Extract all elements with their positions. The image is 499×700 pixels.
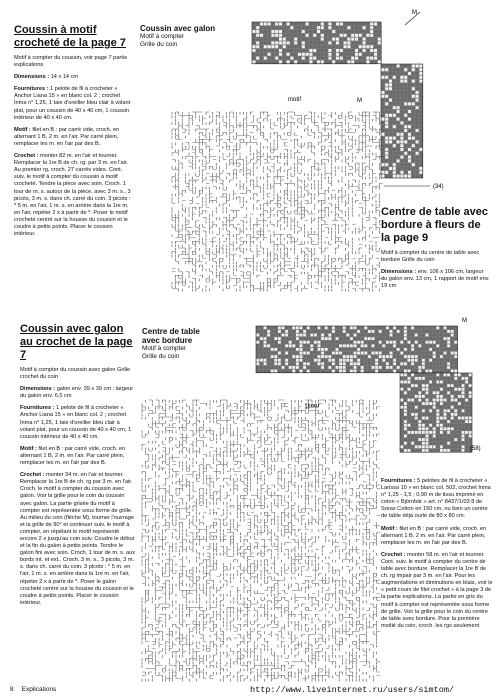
section-3-dimensions: Dimensions : env. 106 x 106 cm, largeur du galon env. 13 cm, 1 rapport de motif env. 19 cm	[381, 269, 490, 290]
diagram-2-title-1: Centre de table	[142, 327, 200, 336]
section-2-dimensions: Dimensions : galon env. 39 x 39 cm ; largeur du galon env. 6,5 cm	[20, 386, 134, 400]
diagram-2-m-label: M	[462, 318, 467, 324]
diagram-1-m-label: M	[412, 10, 417, 16]
diagram-1-corner-grid	[172, 98, 383, 292]
section-2-crochet: Crochet : monter 34 m. en l'air et tourner. Remplacer la 1re B de ch. rg par 3 m. en l'air. Croch. le motif à compter du coussin avec galon. Voir la grille pour le coin du coussin avec galon. La partie grisée du motif à compter est représentée sous forme de grille. Au milieu du coin (flèche M), tourner l'ouvrage et la grille de 90° et continuer suiv. le motif à compter, en répétant le motif représenté encore 2 x jusqu'au coin suiv. Coudre le début et la fin du galon à petits points. Tendre le galon fini avec soin. Croch. 1 tour de m. s. aux bords int. et ext.. Croch. 3 m. s., 3 picots, 3 m. s. dans ch. carré du coin. 3 picots : * 5 m. en l'air, 1 m. s. en arrière dans la 1re m. en l'air, répéter 2 x à partir de *. Poser le galon crocheté centré sur la housse du coussin et le coudre à petits points. Placer le coussin intérieur.	[20, 472, 136, 606]
section-1-fournitures: Fournitures : 1 pelote de fil à crocheter « Anchor Liana 15 » en blanc col. 2 ; crochet Inma n° 1,25, 1 taie d'oreiller bleu clair à volant plat, pour un coussin de 40 x 40 cm, 1 coussin intérieur de 40 x 40 cm.	[14, 86, 131, 121]
section-3-crochet: Crochet : monter 58 m. en l'air et tourner. Cont. suiv. le motif à compter du centre de table avec bordure. Remplacer la 1re B de ch. rg impair par 3 m. en l'air. Pour les augmentations et diminutions en biais, voir le « petit cours de filet crochet » à la page 3 de la partie explications. La partie en gris du motif à compter est représentée sous forme de grille. Voir la grille pour le coin du centre de table avec bordure. Pour la première moitié du coin, croch. les rgs seulement	[381, 551, 493, 629]
diagram-1-title: Coussin avec galon	[140, 24, 216, 33]
diagram-2-sub1: Motif à compter	[142, 345, 187, 352]
section-3-fournitures: Fournitures : 5 pelotes de fil à crocheter « Larissa 10 » en blanc col. 502, crochet Inma n° 1,25 - 1,5 ; 0,90 m de tissu imprimé en coton « Björnbär » art. n° 8437/1/03 8 de Soras Cotton en 150 cm, ou bien un centre de table déjà ourlé de 80 x 80 cm.	[381, 478, 491, 520]
diagram-1-count-label: (34)	[433, 184, 444, 190]
footer-section: Explications	[21, 686, 57, 693]
page-number: 8	[10, 686, 14, 693]
section-1-motif: Motif : filet en B : par carré vide, croch. en alternant 1 B, 2 m. en l'air. Par carré plein, remplacer les m. en l'air par des B.	[14, 126, 120, 147]
section-2-fournitures: Fournitures : 1 pelote de fil à crocheter « Anchor Liana 15 » en blanc col. 2 ; crochet Inma n° 1,25, 1 taie d'oreiller bleu clair à volant plat, pour un coussin de 40 x 40 cm, 1 coussin intérieur de 40 x 40 cm.	[20, 405, 132, 440]
section-2-motif: Motif : filet en B : par carré vide, croch. en alternant 1 B, 2 m. en l'air. Par carré plein, remplacer les m. en l'air par des B.	[20, 445, 126, 467]
section-3-motif: Motif : filet en B : par carré vide, croch. en alternant 1 B, 2 m. en l'air. Par carré plein, remplacer les m. en l'air par des B.	[381, 525, 487, 546]
diagram-2-corner-grid	[142, 400, 380, 682]
diagram-1-motif-label: motif	[288, 97, 302, 103]
section-1-dimensions: Dimensions : 14 x 14 cm	[14, 74, 79, 81]
diagram-2-title-2: avec bordure	[142, 336, 193, 345]
diagram-1-sub2: Grille du coin	[140, 41, 178, 48]
section-1-title: Coussin à motif crocheté de la page 7	[14, 24, 126, 49]
section-2-title: Coussin avec galon au crochet de la page 7	[20, 323, 133, 361]
diagram-2-chart	[256, 318, 481, 452]
section-2-intro: Motif à compter du coussin avec galon Grille crochet du coin	[20, 367, 131, 381]
diagram-1b-m-label: M	[357, 98, 362, 104]
diagram-2-sub2: Grille du coin	[142, 353, 180, 360]
section-1-crochet: Crochet : monter 82 m. en l'air et tourner. Remplacer la 1re B de ch. rg. par 3 m. en l'air. Au premier rg, croch. 27 carrés vides. Cont. suiv. le motif à compter du coussin à motif crocheté. Tendre la pièce avec soin. Croch. 1 tour de m. s. autour de la pièce, avec 3 m. s., 3 picots, 3 m. s. dans ch. carré du coin. 3 picots : * 5 m. en l'air, 1 m. s. en arrière dans la 1re m. en l'air, répéter 2 x à partir de *. Poser le motif crocheté centré sur la housse du coussin et le coudre à petits points. Placer le coussin intérieur.	[14, 153, 131, 238]
diagram-1-sub1: Motif à compter	[140, 33, 185, 40]
page-footer	[10, 686, 56, 693]
section-3-title: Centre de table avec bordure à fleurs de la page 9	[381, 206, 488, 244]
watermark-url: http://www.liveinternet.ru/users/simtom/	[250, 685, 455, 695]
diagram-2-count-label: (58)	[470, 446, 481, 452]
diagram-2-motif-label: motif	[305, 402, 319, 408]
section-1-intro: Motif à compter du coussin, voir page 7 partie explications	[14, 55, 128, 69]
section-3-intro: Motif à compter du centre de table avec bordure Grille du coin	[381, 250, 480, 264]
